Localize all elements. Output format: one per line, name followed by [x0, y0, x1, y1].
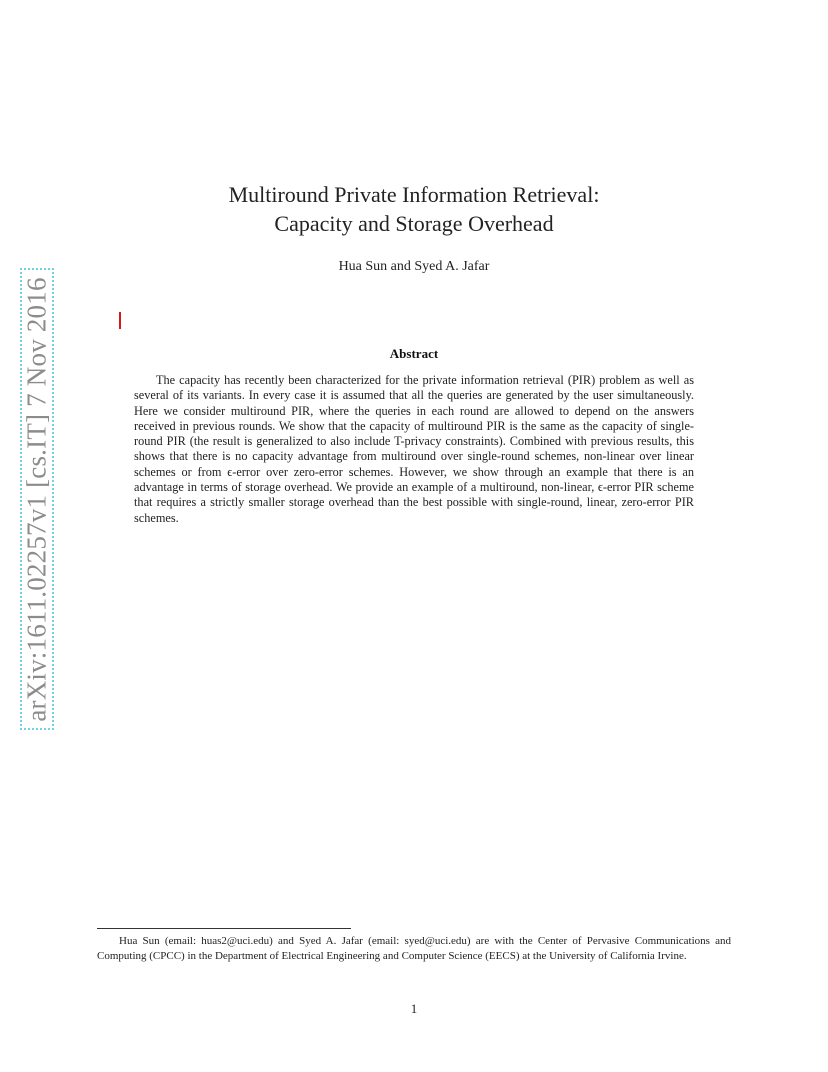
paper-title-line-2: Capacity and Storage Overhead — [274, 211, 554, 236]
page-number: 1 — [410, 1001, 418, 1016]
arxiv-stamp — [20, 268, 54, 730]
arxiv-identifier: arXiv:1611.02257v1 [cs.IT] 7 Nov 2016 — [21, 276, 52, 722]
abstract-heading: Abstract — [389, 346, 439, 361]
author-footnote: Hua Sun (email: huas2@uci.edu) and Syed A. Jafar (email: syed@uci.edu) are with the Center of Pervasive Communications and Computing (CPCC) in the Department of Electrical Engineering and Computer Science (EECS) at the University of California Irvine. — [97, 935, 731, 963]
red-margin-mark — [119, 312, 121, 329]
paper-title-line-1: Multiround Private Information Retrieval: — [228, 182, 600, 207]
abstract-body: The capacity has recently been characterized for the private information retrieval (PIR) problem as well as several of its variants. In every case it is assumed that all the queries are generated by the user simultaneously. Here we consider multiround PIR, where the queries in each round are allowed to depend on the answers received in previous rounds. We show that the capacity of multiround PIR is the same as the capacity of single-round PIR (the result is generalized to also include T-privacy constraints). Combined with previous results, this shows that there is no capacity advantage from multiround over single-round schemes, non-linear over linear schemes or from ϵ-error over zero-error schemes. However, we show through an example that there is an advantage in terms of storage overhead. We provide an example of a multiround, non-linear, ϵ-error PIR scheme that requires a strictly smaller storage overhead than the best possible with single-round, linear, zero-error PIR schemes. — [134, 373, 694, 525]
paper-authors: Hua Sun and Syed A. Jafar — [338, 259, 490, 274]
paper-title — [0, 180, 828, 238]
footnote-divider — [97, 928, 351, 929]
